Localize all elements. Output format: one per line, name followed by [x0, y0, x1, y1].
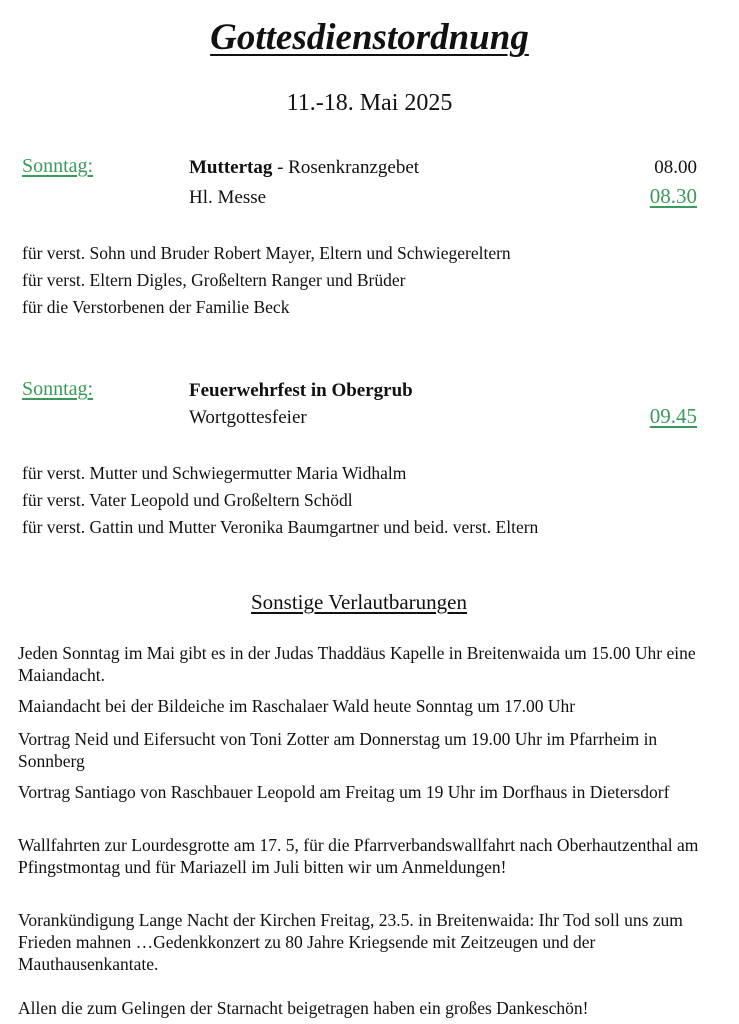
announcement: Jeden Sonntag im Mai gibt es in der Judas Thaddäus Kapelle in Breitenwaida um 15.00 Uhr eine Maiandacht.	[18, 643, 696, 685]
announcements-heading: Sonstige Verlautbarungen	[251, 590, 467, 614]
service-event	[189, 380, 413, 402]
service-time: 09.45	[649, 404, 697, 428]
service-event	[189, 407, 307, 429]
event-title-bold: Muttertag	[189, 157, 273, 178]
mass-intention: für die Verstorbenen der Familie Beck	[22, 297, 290, 317]
service-time: 08.00	[654, 157, 697, 178]
event-title: Hl. Messe	[189, 187, 267, 208]
announcement: Vortrag Neid und Eifersucht von Toni Zotter am Donnerstag um 19.00 Uhr im Pfarrheim in Sonnberg	[18, 729, 658, 771]
announcement: Wallfahrten zur Lourdesgrotte am 17. 5, für die Pfarrverbandswallfahrt nach Oberhautzenthal am Pfingstmontag und für Mariazell im Juli bitten wir um Anmeldungen!	[18, 835, 699, 877]
service-time: 08.30	[649, 184, 697, 208]
service-day-label: Sonntag:	[22, 155, 94, 177]
mass-intention: für verst. Gattin und Mutter Veronika Baumgartner und beid. verst. Eltern	[22, 517, 539, 537]
service-event	[189, 187, 266, 209]
mass-intention: für verst. Mutter und Schwiegermutter Maria Widhalm	[22, 463, 407, 483]
mass-intention: für verst. Sohn und Bruder Robert Mayer, Eltern und Schwiegereltern	[22, 243, 511, 263]
mass-intention: für verst. Vater Leopold und Großeltern Schödl	[22, 490, 353, 510]
mass-intention: für verst. Eltern Digles, Großeltern Ranger und Brüder	[22, 270, 406, 290]
service-event	[189, 157, 419, 179]
service-day-label: Sonntag:	[22, 378, 94, 400]
announcement: Vorankündigung Lange Nacht der Kirchen Freitag, 23.5. in Breitenwaida: Ihr Tod soll uns zum Frieden mahnen …Gedenkkonzert zu 80 Jahre Kriegsende mit Zeitzeugen und der Mauthausenkantate.	[18, 910, 683, 974]
date-range: 11.-18. Mai 2025	[286, 90, 453, 116]
event-title: Wortgottesfeier	[189, 407, 307, 428]
event-title: - Rosenkranzgebet	[272, 157, 420, 178]
page-title: Gottesdienstordnung	[210, 17, 529, 58]
announcement: Maiandacht bei der Bildeiche im Raschalaer Wald heute Sonntag um 17.00 Uhr	[18, 696, 576, 716]
event-title-bold: Feuerwehrfest in Obergrub	[189, 380, 413, 401]
announcement: Vortrag Santiago von Raschbauer Leopold am Freitag um 19 Uhr im Dorfhaus in Dietersdorf	[18, 782, 670, 802]
announcement: Allen die zum Gelingen der Starnacht beigetragen haben ein großes Dankeschön!	[18, 998, 589, 1018]
